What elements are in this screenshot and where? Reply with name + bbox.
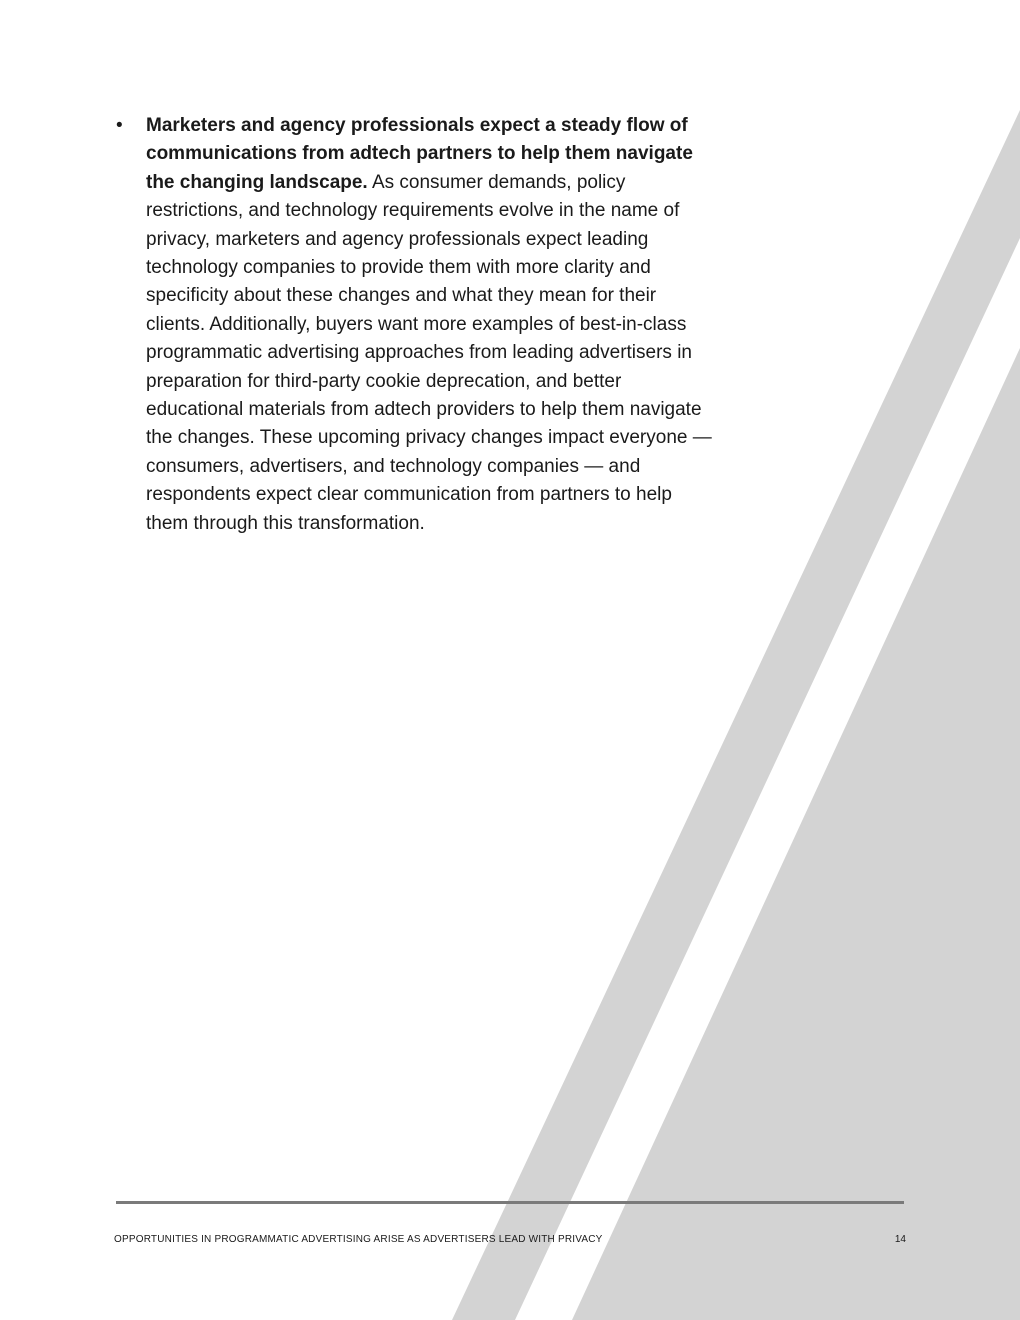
page-number: 14 bbox=[894, 1234, 906, 1245]
main-content bbox=[116, 112, 716, 538]
bullet-bold-lead: Marketers and agency professionals expect a steady flow of communications from adtech partners to help them navigate the changing landscape. bbox=[146, 115, 693, 193]
bullet-marker: • bbox=[116, 115, 123, 136]
bullet-paragraph bbox=[146, 112, 716, 538]
footer-report-title: OPPORTUNITIES IN PROGRAMMATIC ADVERTISING ARISE AS ADVERTISERS LEAD WITH PRIVACY bbox=[114, 1234, 603, 1245]
footer-divider bbox=[116, 1201, 904, 1204]
bullet-body-text: As consumer demands, policy restrictions, and technology requirements evolve in the name of privacy, marketers and agency professionals expect leading technology companies to provide them with more clarity and specificity about these changes and what they mean for their clients. Additionally, buyers want more examples of best-in-class programmatic advertising approaches from leading advertisers in preparation for third-party cookie deprecation, and better educational materials from adtech providers to help them navigate the changes. These upcoming privacy changes impact everyone — consumers, advertisers, and technology companies — and respondents expect clear communication from partners to help them through this transformation. bbox=[146, 171, 712, 534]
bullet-list-item bbox=[116, 112, 716, 538]
